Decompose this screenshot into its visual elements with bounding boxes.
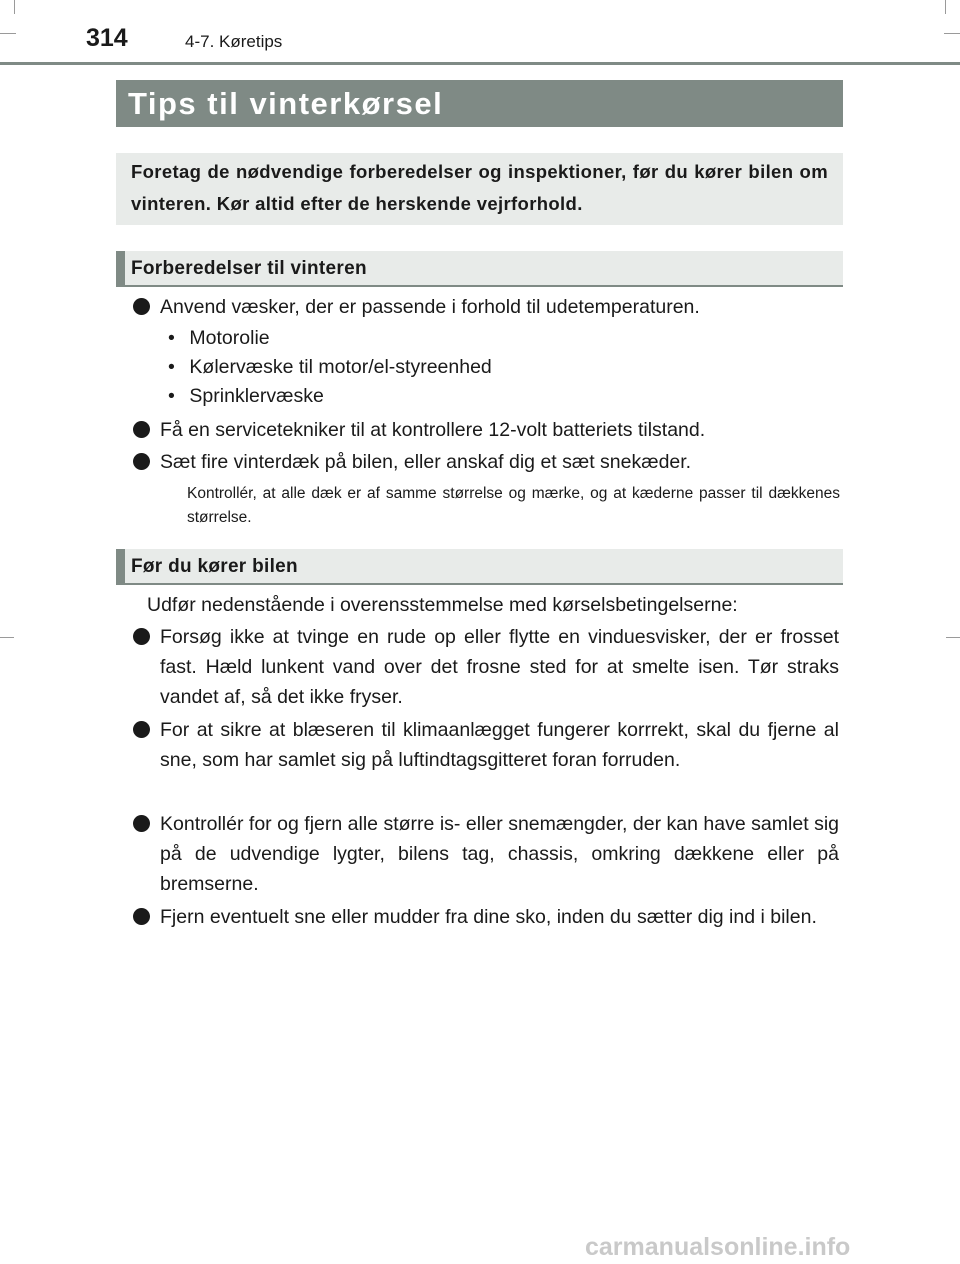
note-text: Kontrollér, at alle dæk er af samme størrelse og mærke, og at kæderne passer til dækkenes størrelse.: [187, 485, 840, 526]
bullet-icon: [133, 421, 150, 438]
crop-mark: [945, 0, 946, 14]
list-item-text: Kontrollér for og fjern alle større is- eller snemængder, der kan have samlet sig på de udvendige lygter, bilens tag, chassis, omkring dækkene eller på bremserne.: [160, 813, 839, 895]
list-item: [133, 715, 839, 775]
sub-list-item-text: Sprinklervæske: [189, 385, 324, 407]
list-item: [133, 292, 839, 322]
list-item-text: For at sikre at blæseren til klimaanlægget fungerer korrrekt, skal du fjerne al sne, som har samlet sig på luftindtagsgitteret foran forruden.: [160, 719, 839, 771]
crop-mark: [944, 33, 960, 34]
bullet-icon: [133, 721, 150, 738]
subheading-before-driving: [116, 549, 843, 585]
list-item: [133, 902, 839, 932]
sub-bullet-icon: •: [168, 385, 175, 407]
crop-mark: [946, 637, 960, 638]
crop-mark: [0, 33, 16, 34]
list-item: [133, 809, 839, 899]
bullet-icon: [133, 815, 150, 832]
list-item-text: Anvend væsker, der er passende i forhold til udetemperaturen.: [160, 296, 700, 318]
list-item-text: Få en servicetekniker til at kontrollere 12-volt batteriets tilstand.: [160, 419, 706, 441]
section-label: 4-7. Køretips: [185, 32, 283, 51]
sub-bullet-icon: •: [168, 356, 175, 378]
intro-text: Foretag de nødvendige forberedelser og inspektioner, før du kører bilen om vinteren. Kør altid efter de herskende vejrforhold.: [131, 161, 828, 214]
bullet-icon: [133, 298, 150, 315]
bullet-icon: [133, 628, 150, 645]
sub-list-item-text: Motorolie: [189, 327, 270, 349]
list-item: [133, 447, 839, 477]
sub-list-item: [168, 352, 492, 382]
intro-box: [116, 153, 843, 225]
sub-list-item: [168, 323, 270, 353]
list-item-text: Sæt fire vinterdæk på bilen, eller anskaf dig et sæt snekæder.: [160, 451, 692, 473]
paragraph: Udfør nedenstående i overensstemmelse med kørselsbetingelserne:: [147, 594, 738, 616]
list-item: [133, 622, 839, 712]
list-item-text: Forsøg ikke at tvinge en rude op eller flytte en vinduesvisker, der er frosset fast. Hæld lunkent vand over det frosne sted for at smelte isen. Tør straks vandet af, så det ikke fryser.: [160, 626, 839, 708]
crop-mark: [14, 0, 15, 14]
title-bar: [116, 80, 843, 127]
bullet-icon: [133, 453, 150, 470]
sub-bullet-icon: •: [168, 327, 175, 349]
crop-mark: [0, 637, 14, 638]
page-title: Tips til vinterkørsel: [128, 86, 444, 121]
subheading-text: Forberedelser til vinteren: [131, 258, 367, 279]
watermark: carmanualsonline.info: [585, 1233, 851, 1261]
header-rule: [0, 62, 960, 65]
subheading-text: Før du kører bilen: [131, 556, 298, 577]
list-item-text: Fjern eventuelt sne eller mudder fra dine sko, inden du sætter dig ind i bilen.: [160, 906, 817, 928]
page-number: 314: [86, 24, 128, 52]
sub-list-item: [168, 381, 324, 411]
list-item: [133, 415, 839, 445]
sub-list-item-text: Kølervæske til motor/el-styreenhed: [189, 356, 492, 378]
subheading-preparation: [116, 251, 843, 287]
bullet-icon: [133, 908, 150, 925]
